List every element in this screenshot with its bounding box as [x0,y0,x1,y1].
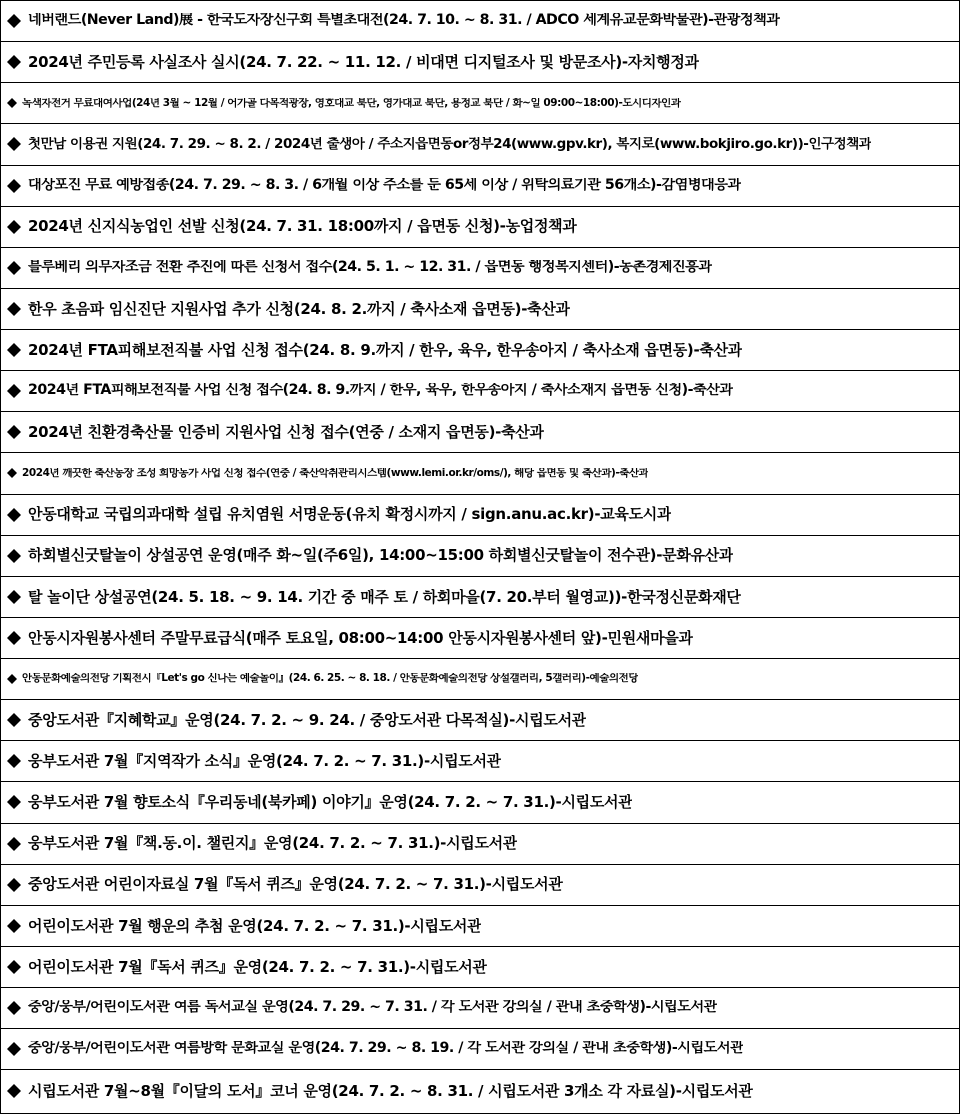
notice-item-text: 네버랜드(Never Land)展 - 한국도자장신구회 특별초대전(24. 7. 10. ~ 8. 31. / ADCO 세계유교문화박물관)-관광정책과 [28,13,780,29]
notice-item [1,207,959,248]
notice-item [1,700,959,741]
notice-item-text: 탈 놀이단 상설공연(24. 5. 18. ~ 9. 14. 기간 중 매주 토 / 하회마을(7. 20.부터 월영교))-한국정신문화재단 [28,588,741,606]
notice-item-text: 웅부도서관 7월『책.동.이. 챌린지』운영(24. 7. 2. ~ 7. 31.)-시립도서관 [28,835,518,852]
diamond-icon [7,919,21,933]
diamond-icon [7,837,21,851]
notice-item-text: 녹색자전거 무료대여사업(24년 3월 ~ 12월 / 어가골 다목적광장, 영호대교 북단, 영가대교 북단, 용정교 북단 / 화~일 09:00~18:00)-도시디자인과 [22,97,681,109]
diamond-icon [7,674,17,684]
diamond-icon [7,137,21,151]
notice-item [1,453,959,494]
diamond-icon [7,425,21,439]
diamond-icon [7,590,21,604]
notice-item-text: 2024년 깨끗한 축산농장 조성 희망농가 사업 신청 접수(연중 / 축산악취관리시스템(www.lemi.or.kr/oms/), 해당 읍면동 및 축산과)-축산과 [22,467,649,479]
notice-item [1,166,959,207]
notice-item-text: 중앙/웅부/어린이도서관 여름 독서교실 운영(24. 7. 29. ~ 7. 31. / 각 도서관 강의실 / 관내 초중학생)-시립도서관 [28,1000,717,1016]
diamond-icon [7,302,21,316]
diamond-icon [7,1084,21,1098]
notice-item-text: 대상포진 무료 예방접종(24. 7. 29. ~ 8. 3. / 6개월 이상 주소를 둔 65세 이상 / 위탁의료기관 56개소)-감염병대응과 [28,177,741,193]
notice-item-text: 블루베리 의무자조금 전환 추진에 따른 신청서 접수(24. 5. 1. ~ 12. 31. / 읍면동 행정복지센터)-농촌경제진흥과 [28,260,712,275]
diamond-icon [7,1001,21,1015]
diamond-icon [7,179,21,193]
notice-item [1,947,959,988]
diamond-icon [7,55,21,69]
diamond-icon [7,754,21,768]
diamond-icon [7,1042,21,1056]
notice-item-text: 시립도서관 7월~8월『이달의 도서』코너 운영(24. 7. 2. ~ 8. 31. / 시립도서관 3개소 각 자료실)-시립도서관 [28,1082,753,1100]
notice-item [1,1029,959,1070]
diamond-icon [7,468,17,478]
notice-item-text: 안동시자원봉사센터 주말무료급식(매주 토요일, 08:00~14:00 안동시자원봉사센터 앞)-민원새마을과 [28,629,693,647]
notice-item-text: 첫만남 이용권 지원(24. 7. 29. ~ 8. 2. / 2024년 출생아 / 주소지읍면동or정부24(www.gpv.kr), 복지로(www.bokjiro.go.kr))-인구정책과 [28,137,872,152]
notice-item-text: 안동문화예술의전당 기획전시『Let's go 신나는 예술놀이』(24. 6. 25. ~ 8. 18. / 안동문화예술의전당 상설갤러리, 5갤러리)-예술의전당 [22,673,639,685]
notice-item [1,1070,959,1111]
notice-item [1,824,959,865]
notice-item-text: 2024년 주민등록 사실조사 실시(24. 7. 22. ~ 11. 12. / 비대면 디지털조사 및 방문조사)-자치행정과 [28,53,699,71]
notice-item [1,782,959,823]
diamond-icon [7,261,21,275]
diamond-icon [7,343,21,357]
notice-item [1,83,959,124]
notice-item [1,330,959,371]
notice-item [1,371,959,412]
notice-item-text: 한우 초음파 임신진단 지원사업 추가 신청(24. 8. 2.까지 / 축사소재 읍면동)-축산과 [28,300,570,318]
notice-item-text: 2024년 신지식농업인 선발 신청(24. 7. 31. 18:00까지 / 읍면동 신청)-농업정책과 [28,218,577,235]
notice-item [1,577,959,618]
notice-item [1,536,959,577]
notice-item-text: 중앙/웅부/어린이도서관 여름방학 문화교실 운영(24. 7. 29. ~ 8. 19. / 각 도서관 강의실 / 관내 초중학생)-시립도서관 [28,1041,744,1057]
notice-item [1,289,959,330]
diamond-icon [7,713,21,727]
notice-item [1,988,959,1029]
notice-list [1,1,959,1111]
notice-item-text: 어린이도서관 7월 행운의 추첨 운영(24. 7. 2. ~ 7. 31.)-시립도서관 [28,917,482,935]
notice-item-text: 중앙도서관 어린이자료실 7월『독서 퀴즈』운영(24. 7. 2. ~ 7. 31.)-시립도서관 [28,876,563,893]
notice-item-text: 중앙도서관『지혜학교』운영(24. 7. 2. ~ 9. 24. / 중앙도서관 다목적실)-시립도서관 [28,711,586,729]
notice-item-text: 2024년 FTA피해보전직불 사업 신청 접수(24. 8. 9.까지 / 한우, 육우, 한우송아지 / 축사소재지 읍면동 신청)-축산과 [28,383,733,399]
notice-item-text: 웅부도서관 7월 향토소식『우리동네(북카페) 이야기』운영(24. 7. 2. ~ 7. 31.)-시립도서관 [28,794,633,811]
notice-item [1,124,959,165]
diamond-icon [7,795,21,809]
diamond-icon [7,98,17,108]
notice-item-text: 어린이도서관 7월『독서 퀴즈』운영(24. 7. 2. ~ 7. 31.)-시립도서관 [28,958,487,976]
notice-item-text: 2024년 FTA피해보전직불 사업 신청 접수(24. 8. 9.까지 / 한우, 육우, 한우송아지 / 축사소재 읍면동)-축산과 [28,341,742,359]
notice-item [1,495,959,536]
diamond-icon [7,508,21,522]
notice-item [1,248,959,289]
diamond-icon [7,878,21,892]
notice-item [1,618,959,659]
diamond-icon [7,631,21,645]
diamond-icon [7,14,21,28]
notice-item [1,659,959,700]
notice-item-text: 안동대학교 국립의과대학 설립 유치염원 서명운동(유치 확정시까지 / sign.anu.ac.kr)-교육도시과 [28,506,672,523]
notice-item-text: 하회별신굿탈놀이 상설공연 운영(매주 화~일(주6일), 14:00~15:00 하회별신굿탈놀이 전수관)-문화유산과 [28,547,734,564]
diamond-icon [7,384,21,398]
diamond-icon [7,960,21,974]
notice-item [1,906,959,947]
notice-item [1,412,959,453]
notice-item-text: 웅부도서관 7월『지역작가 소식』운영(24. 7. 2. ~ 7. 31.)-시립도서관 [28,753,501,770]
notice-item [1,865,959,906]
notice-item [1,741,959,782]
notice-item [1,42,959,83]
diamond-icon [7,549,21,563]
notice-item-text: 2024년 친환경축산물 인증비 지원사업 신청 접수(연중 / 소재지 읍면동)-축산과 [28,424,544,441]
diamond-icon [7,220,21,234]
notice-item [1,1,959,42]
